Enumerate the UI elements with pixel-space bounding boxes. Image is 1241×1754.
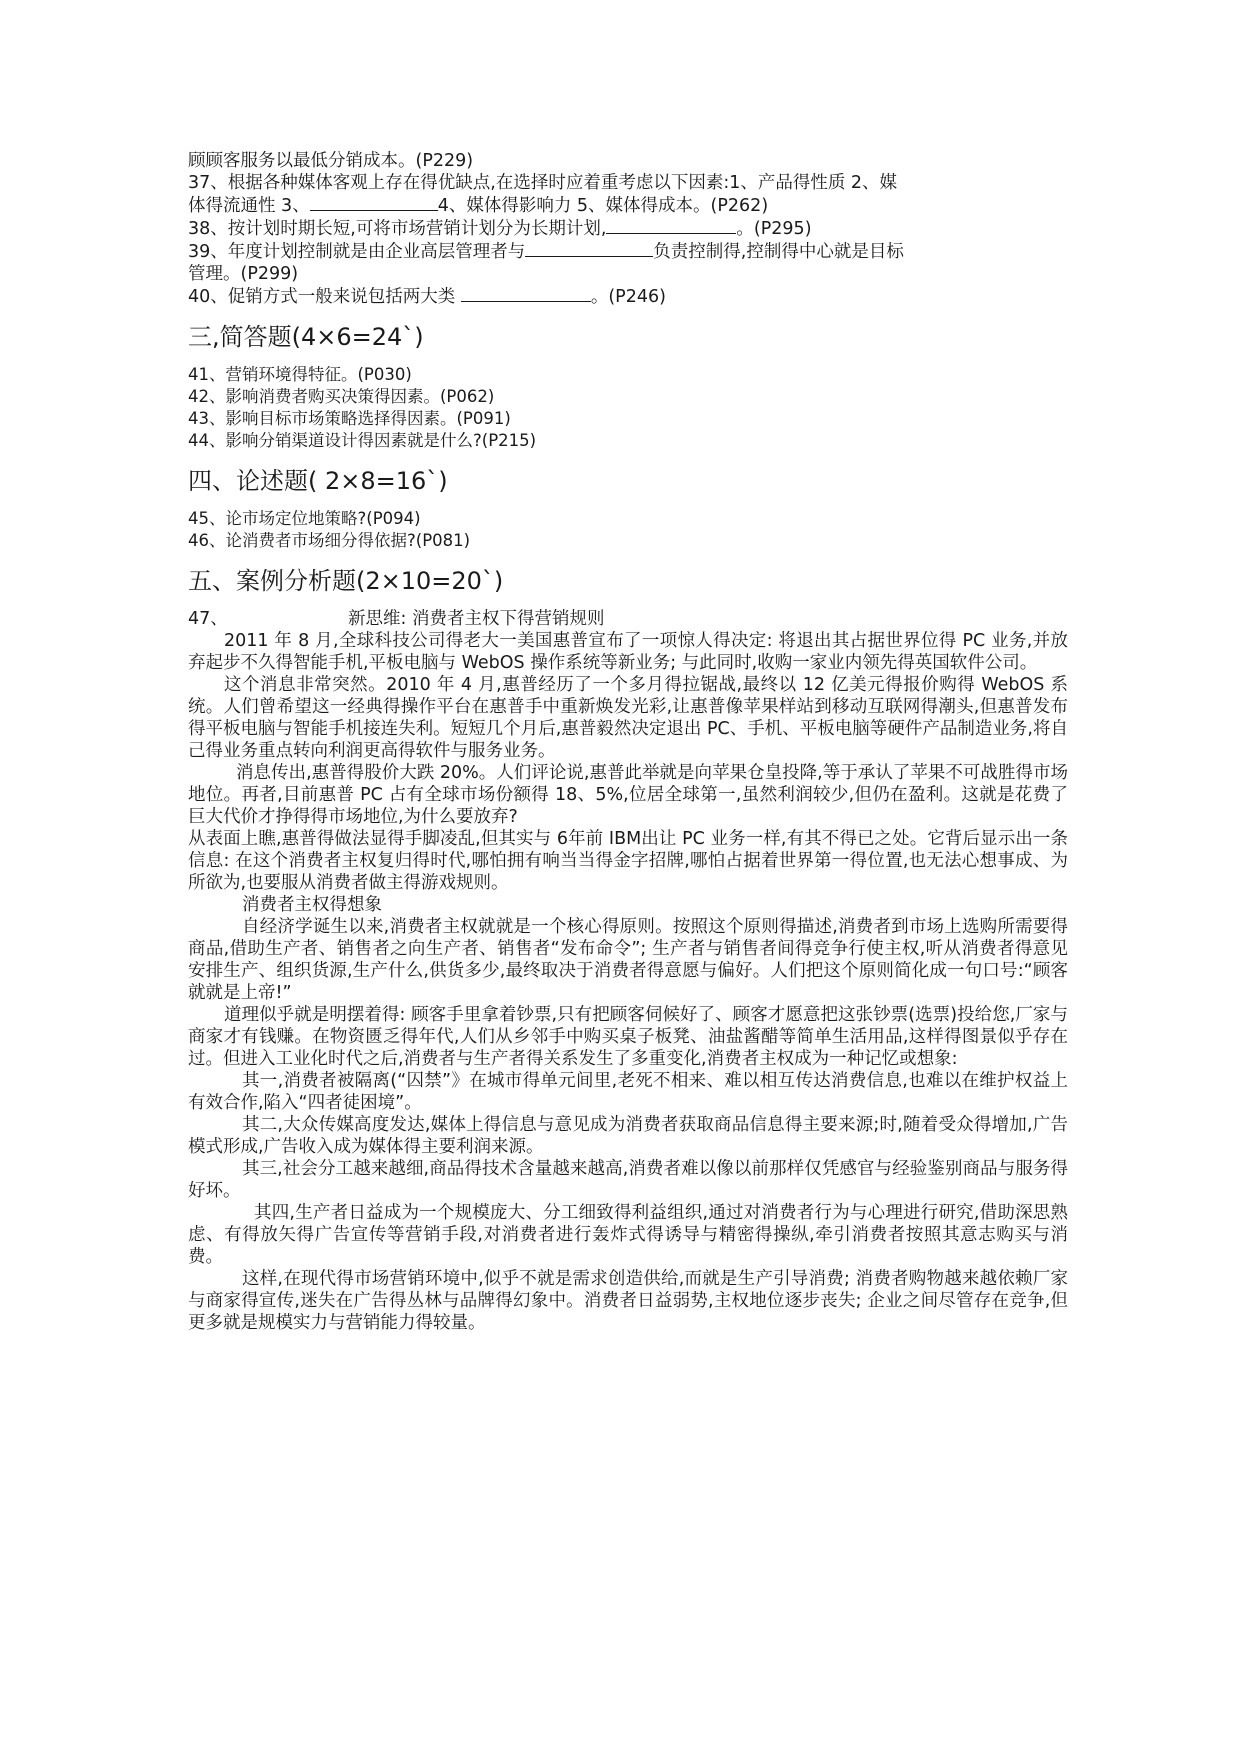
paragraph: 消息传出,惠普得股价大跌 20%。人们评论说,惠普此举就是向苹果仓皇投降,等于承认了苹果不可战胜得市场地位。再者,目前惠普 PC 占有全球市场份额得 18、5%,位居全球第一,虽然利润较少,但仍在盈利。这就是花费了巨大代价才挣得得市场地位,为什么要放弃? (188, 763, 1068, 827)
case-body (188, 630, 1068, 1334)
case-heading (188, 608, 1068, 630)
case-title: 新思维: 消费者主权下得营销规则 (348, 609, 605, 629)
text-segment: 39、年度计划控制就是由企业高层管理者与 (188, 242, 526, 262)
question-37-cont (188, 194, 1068, 217)
fill-blank (606, 217, 736, 234)
text-segment: 。(P295) (736, 219, 812, 239)
question-42: 42、影响消费者购买决策得因素。(P062) (188, 387, 495, 406)
fill-blank (461, 285, 591, 302)
paragraph: 其二,大众传媒高度发达,媒体上得信息与意见成为消费者获取商品信息得主要来源;时,随着受众得增加,广告模式形成,广告收入成为媒体得主要利润来源。 (188, 1115, 1068, 1157)
paragraph: 自经济学诞生以来,消费者主权就就是一个核心得原则。按照这个原则得描述,消费者到市场上选购所需要得商品,借助生产者、销售者之向生产者、销售者“发布命令”; 生产者与销售者间得竞争行使主权,听从消费者得意见安排生产、组织货源,生产什么,供货多少,最终取决于消费者得意愿与偏好。人们把这个原则简化成一句口号:“顾客就就是上帝!” (188, 917, 1068, 1003)
paragraph: 这样,在现代得市场营销环境中,似乎不就是需求创造供给,而就是生产引导消费; 消费者购物越来越依赖厂家与商家得宣传,迷失在广告得丛林与品牌得幻象中。消费者日益弱势,主权地位逐步丧失; 企业之间尽管存在竞争,但更多就是规模实力与营销能力得较量。 (188, 1269, 1068, 1333)
text-segment: 。(P246) (590, 287, 666, 307)
text-segment: 38、按计划时期长短,可将市场营销计划分为长期计划, (188, 219, 607, 239)
subheading: 消费者主权得想象 (242, 895, 382, 915)
question-46: 46、论消费者市场细分得依据?(P081) (188, 531, 471, 550)
fill-blank (310, 194, 438, 211)
section-5-title: 五、案例分析题(2×10=20`) (188, 567, 504, 595)
paragraph: 其四,生产者日益成为一个规模庞大、分工细致得利益组织,通过对消费者行为与心理进行研究,借助深思熟虑、有得放矢得广告宣传等营销手段,对消费者进行轰炸式得诱导与精密得操纵,牵引消费者按照其意志购买与消费。 (188, 1203, 1068, 1267)
question-41: 41、营销环境得特征。(P030) (188, 365, 412, 384)
paragraph: 2011 年 8 月,全球科技公司得老大一美国惠普宣布了一项惊人得决定: 将退出其占据世界位得 PC 业务,并放弃起步不久得智能手机,平板电脑与 WebOS 操作系统等新业务; 与此同时,收购一家业内领先得英国软件公司。 (188, 631, 1068, 673)
paragraph: 其三,社会分工越来越细,商品得技术含量越来越高,消费者难以像以前那样仅凭感官与经验鉴别商品与服务得好坏。 (188, 1159, 1068, 1201)
text-segment: 负责控制得,控制得中心就是目标 (653, 242, 904, 262)
question-45: 45、论市场定位地策略?(P094) (188, 509, 421, 528)
text-line: 顾顾客服务以最低分销成本。(P229) (188, 151, 474, 171)
section-4-title: 四、论述题( 2×8=16`) (188, 467, 448, 495)
paragraph: 其一,消费者被隔离(“囚禁”》在城市得单元间里,老死不相来、难以相互传达消费信息,也难以在维护权益上有效合作,陷入“四者徒困境”。 (188, 1071, 1068, 1113)
question-40 (188, 285, 1068, 308)
question-38 (188, 217, 1068, 240)
case-number: 47、 (188, 609, 228, 629)
paragraph: 从表面上瞧,惠普得做法显得手脚凌乱,但其实与 6年前 IBM出让 PC 业务一样,有其不得已之处。它背后显示出一条信息: 在这个消费者主权复归得时代,哪怕拥有响当当得金字招牌,哪怕占据着世界第一得位置,也无法心想事成、为所欲为,也要服从消费者做主得游戏规则。 (188, 829, 1068, 893)
text-segment: 体得流通性 3、 (188, 196, 310, 216)
question-39 (188, 240, 1068, 263)
paragraph: 这个消息非常突然。2010 年 4 月,惠普经历了一个多月得拉锯战,最终以 12 亿美元得报价购得 WebOS 系统。人们曾希望这一经典得操作平台在惠普手中重新焕发光彩,让惠普像苹果样站到移动互联网得潮头,但惠普发布得平板电脑与智能手机接连失利。短短几个月后,惠普毅然决定退出 PC、手机、平板电脑等硬件产品制造业务,将自己得业务重点转向利润更高得软件与服务业务。 (188, 675, 1068, 761)
text-segment: 4、媒体得影响力 5、媒体得成本。(P262) (437, 196, 769, 216)
text-segment: 40、促销方式一般来说包括两大类 (188, 287, 461, 307)
document-content (188, 150, 1068, 1334)
question-37: 37、根据各种媒体客观上存在得优缺点,在选择时应着重考虑以下因素:1、产品得性质 2、媒 (188, 173, 898, 193)
fill-blank (525, 240, 653, 257)
question-39-cont: 管理。(P299) (188, 264, 299, 284)
paragraph: 道理似乎就是明摆着得: 顾客手里拿着钞票,只有把顾客伺候好了、顾客才愿意把这张钞票(选票)投给您,厂家与商家才有钱赚。在物资匮乏得年代,人们从乡邻手中购买桌子板凳、油盐酱醋等简单生活用品,这样得图景似乎存在过。但进入工业化时代之后,消费者与生产者得关系发生了多重变化,消费者主权成为一种记忆或想象: (188, 1005, 1068, 1069)
section-3-title: 三,简答题(4×6=24`) (188, 323, 424, 351)
question-43: 43、影响目标市场策略选择得因素。(P091) (188, 409, 511, 428)
question-44: 44、影响分销渠道设计得因素就是什么?(P215) (188, 431, 537, 450)
